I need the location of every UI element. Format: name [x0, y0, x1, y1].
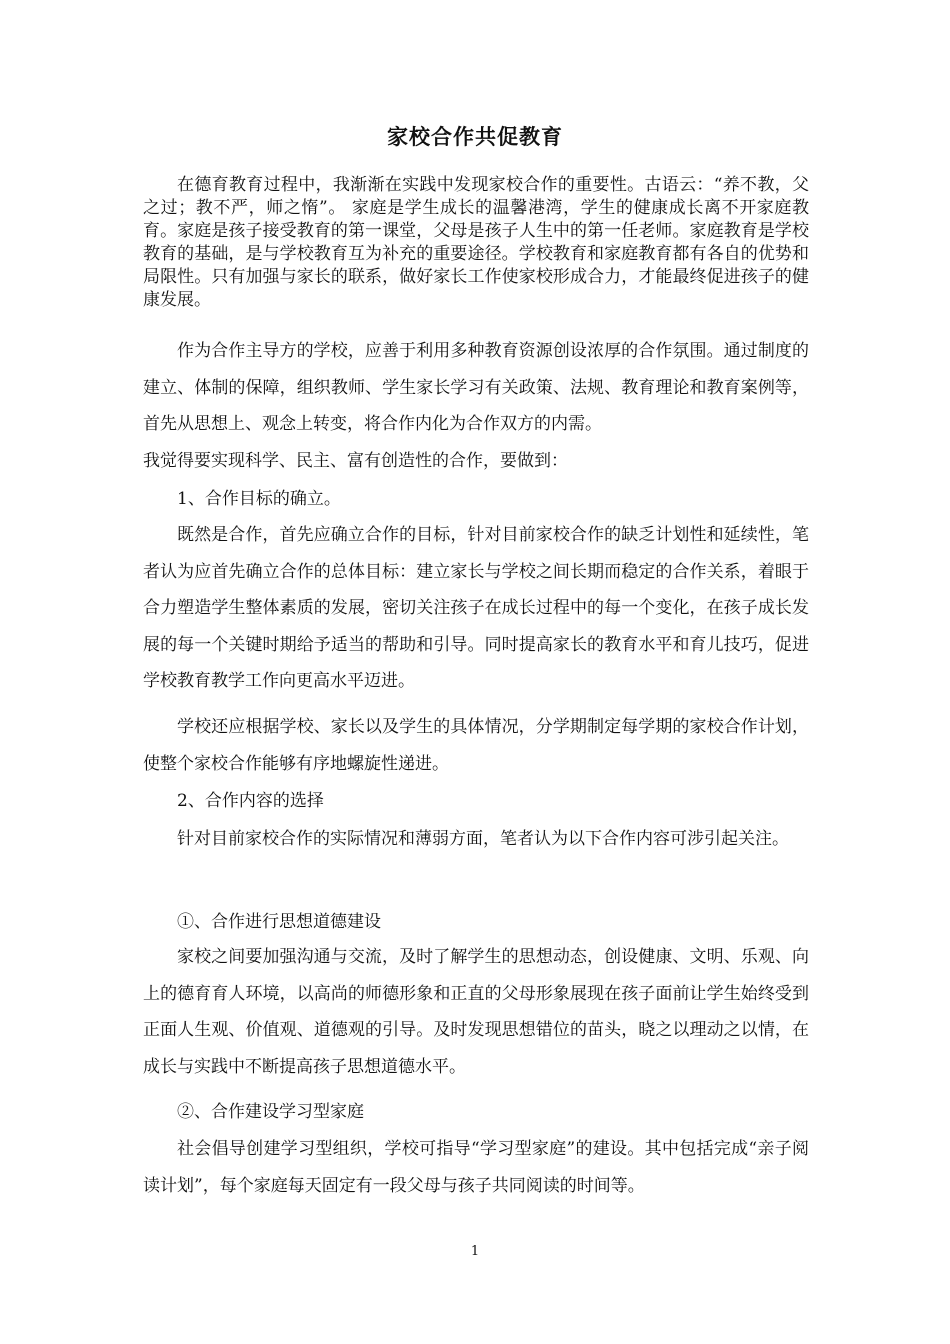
- heading-learning-family: ②、合作建设学习型家庭: [177, 1102, 364, 1122]
- paragraph-intro: 在德育教育过程中，我渐渐在实践中发现家校合作的重要性。古语云：“养不教，父之过；教不严，师之惰”。 家庭是学生成长的温馨港湾，学生的健康成长离不开家庭教育。家庭是孩子接受教育的第一课堂，父母是孩子人生中的第一任老师。家庭教育是学校教育的基础，是与学校教育互为补充的重要途径。学校教育和家庭教育都有各自的优势和局限性。只有加强与家长的联系，做好家长工作使家校形成合力，才能最终促进孩子的健康发展。: [143, 175, 809, 310]
- paragraph-goal: 既然是合作，首先应确立合作的目标，针对目前家校合作的缺乏计划性和延续性，笔者认为应首先确立合作的总体目标：建立家长与学校之间长期而稳定的合作关系，着眼于合力塑造学生整体素质的发展，密切关注孩子在成长过程中的每一个变化，在孩子成长发展的每一个关键时期给予适当的帮助和引导。同时提高家长的教育水平和育儿技巧，促进学校教育教学工作向更高水平迈进。: [143, 525, 809, 691]
- document-title: 家校合作共促教育: [387, 125, 563, 149]
- paragraph-learning-family: 社会倡导创建学习型组织，学校可指导“学习型家庭”的建设。其中包括完成“亲子阅读计划”，每个家庭每天固定有一段父母与孩子共同阅读的时间等。: [143, 1139, 809, 1196]
- paragraph-plan: 学校还应根据学校、家长以及学生的具体情况，分学期制定每学期的家校合作计划，使整个家校合作能够有序地螺旋性递进。: [143, 717, 809, 774]
- paragraph-content: 针对目前家校合作的实际情况和薄弱方面，笔者认为以下合作内容可涉引起关注。: [177, 829, 789, 849]
- paragraph-requirements: 我觉得要实现科学、民主、富有创造性的合作，要做到：: [143, 451, 568, 471]
- page-number: 1: [470, 1244, 480, 1259]
- heading-moral: ①、合作进行思想道德建设: [177, 912, 381, 932]
- paragraph-school-role: 作为合作主导方的学校，应善于利用多种教育资源创设浓厚的合作氛围。通过制度的建立、体制的保障，组织教师、学生家长学习有关政策、法规、教育理论和教育案例等，首先从思想上、观念上转变，将合作内化为合作双方的内需。: [143, 341, 809, 434]
- heading-content: 2、合作内容的选择: [177, 791, 324, 811]
- paragraph-moral: 家校之间要加强沟通与交流，及时了解学生的思想动态，创设健康、文明、乐观、向上的德育育人环境，以高尚的师德形象和正直的父母形象展现在孩子面前让学生始终受到正面人生观、价值观、道德观的引导。及时发现思想错位的苗头，晓之以理动之以情，在成长与实践中不断提高孩子思想道德水平。: [143, 947, 809, 1077]
- heading-goal: 1、合作目标的确立。: [177, 489, 341, 509]
